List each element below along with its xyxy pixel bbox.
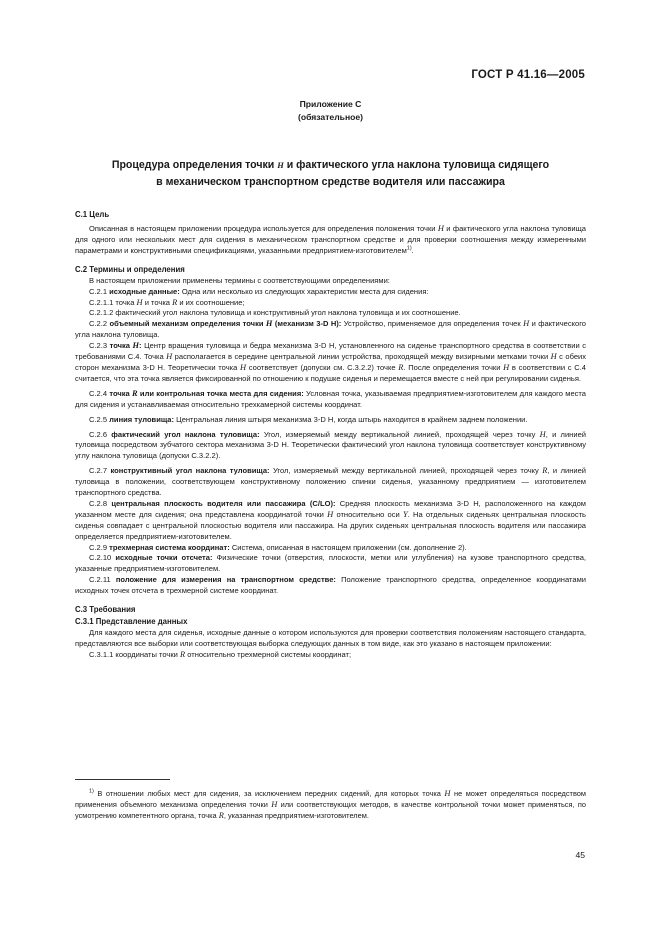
- term-c2-6: С.2.6 фактический угол наклона туловища: Угол, измеряемый между вертикальной линией, проходящей через точку H, и линией туловища посредством зубчатого сектора механизма 3-D H. Теоретически фактический угол наклона туловища соответствует конструктивному углу наклона туловища (допуски С.3.2.2).: [75, 429, 586, 461]
- page-number: 45: [575, 850, 585, 860]
- term-c2-8: С.2.8 центральная плоскость водителя или пассажира (C/LO): Средняя плоскость механизма 3-D H, расположенного на каждом указанном месте для сидения; она представлена координатой точки H относительно оси Y. На отдельных сиденьях центральная плоскость сиденья совпадает с центральной плоскостью водителя или пассажира. На других сиденьях центральная плоскость водителя или пассажира определяется предприятием-изготовителем.: [75, 498, 586, 541]
- title-line-1: Процедура определения точки H и фактического угла наклона туловища сидящего: [111, 159, 550, 171]
- paragraph-c3-1: Для каждого места для сиденья, исходные данные о котором используются для проверки соответствия положениям настоящего стандарта, представляются все выборки или соответствующая выборка следующих данных в том виде, как это указано в настоящем приложении:: [75, 628, 586, 648]
- annex-status: (обязательное): [297, 112, 364, 122]
- annex-title: [60, 157, 601, 190]
- term-c2-2: С.2.2 объемный механизм определения точки H (механизм 3-D H): Устройство, применяемое для определения точек H и фактического угла наклона туловища.: [75, 319, 586, 340]
- term-c2-1-2: С.2.1.2 фактический угол наклона туловища и конструктивный угол наклона туловища и их соотношение.: [89, 308, 461, 318]
- footnote-mark: 1): [89, 788, 94, 795]
- item-c3-1-1: С.3.1.1 координаты точки R относительно трехмерной системы координат;: [89, 649, 352, 659]
- standard-number: ГОСТ Р 41.16—2005: [471, 69, 585, 81]
- paragraph-c2-intro: В настоящем приложении применены термины с соответствующими определениями:: [89, 275, 390, 285]
- paragraph-c1: Описанная в настоящем приложении процедура используется для определения положения точки H и фактического угла наклона туловища для одного или нескольких мест для сидения в механическом транспортном средстве и для проверки соотношения между измеренными параметрами и конструктивными спецификациями, указанными предприятием-изготовителем$^{1)}$.: [75, 224, 586, 255]
- term-c2-4: С.2.4 точка R или контрольная точка места для сидения: Условная точка, указываемая предприятием-изготовителем для каждого места для сидения и устанавливаемая относительно трехкамерной системы координат.: [75, 388, 586, 409]
- section-heading-c3: С.3 Требования: [75, 605, 136, 615]
- footnote: $^{1)}$ В отношении любых мест для сидения, за исключением передних сидений, для которых точка H не может определяться посредством применения объемного механизма определения точки H или соответствующих методов, в качестве контрольной точки может применяться, по усмотрению компетентного органа, точка R, указанная предприятием-изготовителем.: [75, 788, 586, 820]
- section-heading-c1: С.1 Цель: [75, 210, 110, 219]
- term-c2-3: С.2.3 точка H: Центр вращения туловища и бедра механизма 3-D H, установленного на сиденье транспортного средства в соответствии с требованиями С.4. Точка H располагается в середине центральной линии устройства, проходящей между визирными метками точки H с обеих сторон механизма 3-D H. Теоретически точка H соответствует (допуски см. С.3.2.2) точке R. После определения точки H в соответствии с С.4 считается, что эта точка является фиксированной по отношению к подушке сиденья и перемещается вместе с ней при регулировании сиденья.: [75, 341, 587, 383]
- term-c2-1: С.2.1 исходные данные: Одна или несколько из следующих характеристик места для сидения:: [89, 286, 429, 296]
- title-line-2: в механическом транспортном средстве водителя или пассажира: [156, 176, 505, 188]
- term-c2-11: С.2.11 положение для измерения на транспортном средстве: Положение транспортного средства, определенное координатами исходных точек отсчета в трехмерной системе координат.: [75, 575, 586, 596]
- annex-heading: [0, 98, 661, 124]
- term-c2-5: С.2.5 линия туловища: Центральная линия штыря механизма 3-D H, когда штырь находится в крайнем заднем положении.: [89, 414, 528, 424]
- term-c2-1-1: С.2.1.1 точка H и точка R и их соотношение;: [89, 297, 245, 307]
- footnote-divider: [75, 779, 170, 780]
- term-c2-9: С.2.9 трехмерная система координат: Система, описанная в настоящем приложении (см. дополнение 2).: [89, 542, 467, 552]
- term-c2-10: С.2.10 исходные точки отсчета: Физические точки (отверстия, плоскости, метки или углубления) на кузове транспортного средства, указанные предприятием-изготовителем.: [75, 553, 586, 574]
- annex-label: Приложение С: [299, 99, 362, 109]
- document-body: [75, 209, 586, 661]
- subsection-heading-c3-1: С.3.1 Представление данных: [75, 617, 188, 627]
- term-c2-7: С.2.7 конструктивный угол наклона туловища: Угол, измеряемый между вертикальной линией, проходящей через точку R, и линией туловища в положении, соответствующем конструктивному положению спинки сиденья, указанному предприятием — изготовителем транспортного средства.: [75, 466, 586, 498]
- section-heading-c2: С.2 Термины и определения: [75, 264, 185, 274]
